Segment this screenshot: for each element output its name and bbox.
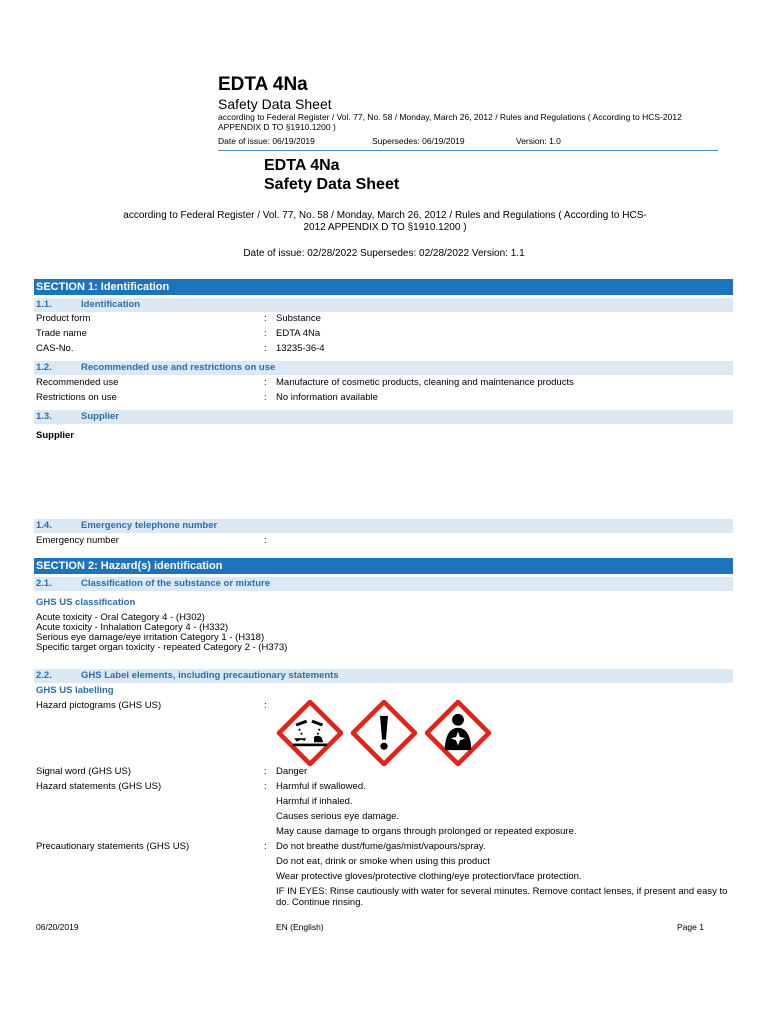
hazard-statement: Harmful if inhaled. bbox=[276, 796, 353, 807]
field-label: Trade name bbox=[36, 328, 87, 339]
document-title-line1: EDTA 4Na bbox=[264, 157, 340, 174]
header-title: EDTA 4Na bbox=[218, 74, 308, 95]
header-divider bbox=[218, 150, 718, 151]
classification-item: Specific target organ toxicity - repeated Category 2 - (H373) bbox=[36, 642, 288, 653]
subsection-number: 1.4. bbox=[36, 520, 52, 531]
field-separator: : bbox=[264, 392, 267, 403]
classification-list bbox=[36, 613, 287, 653]
header-version: Version: 1.0 bbox=[516, 136, 561, 146]
hazard-statement-list bbox=[276, 781, 731, 841]
subsection-number: 1.2. bbox=[36, 362, 52, 373]
field-value: Substance bbox=[276, 313, 321, 324]
document-regulation-line1: according to Federal Register / Vol. 77, No. 58 / Monday, March 26, 2012 / Rules and Regulations ( According to HCS- bbox=[123, 210, 647, 221]
subsection-number: 1.3. bbox=[36, 411, 52, 422]
subsection-number: 2.2. bbox=[36, 670, 52, 681]
health-hazard-icon bbox=[425, 700, 491, 766]
subsection-2-1-header bbox=[34, 577, 733, 591]
classification-item: Serious eye damage/eye irritation Category 1 - (H318) bbox=[36, 632, 265, 643]
precautionary-statement-list bbox=[276, 841, 731, 908]
section-1-header: SECTION 1: Identification bbox=[34, 279, 733, 295]
subsection-1-3-header bbox=[34, 410, 733, 424]
precautionary-statement: Do not eat, drink or smoke when using this product bbox=[276, 856, 490, 867]
ghs-labelling-heading: GHS US labelling bbox=[36, 685, 114, 696]
field-separator: : bbox=[264, 328, 267, 339]
footer-date: 06/20/2019 bbox=[36, 922, 79, 932]
corrosion-icon bbox=[277, 700, 343, 766]
field-label: Signal word (GHS US) bbox=[36, 766, 132, 777]
signal-word: Danger bbox=[276, 766, 308, 777]
hazard-statement: Causes serious eye damage. bbox=[276, 811, 400, 822]
field-label: Hazard statements (GHS US) bbox=[36, 781, 162, 792]
subsection-title: Classification of the substance or mixture bbox=[81, 578, 270, 589]
document-title bbox=[264, 156, 399, 194]
classification-item: Acute toxicity - Oral Category 4 - (H302) bbox=[36, 612, 205, 623]
subsection-1-2-header bbox=[34, 361, 733, 375]
field-label: Hazard pictograms (GHS US) bbox=[36, 700, 162, 711]
field-separator: : bbox=[264, 313, 267, 324]
field-separator: : bbox=[264, 535, 267, 546]
subsection-2-2-header bbox=[34, 669, 733, 683]
subsection-number: 2.1. bbox=[36, 578, 52, 589]
subsection-title: GHS Label elements, including precautionary statements bbox=[81, 670, 339, 681]
header-supersedes: Supersedes: 06/19/2019 bbox=[372, 136, 465, 146]
field-label: CAS-No. bbox=[36, 343, 74, 354]
hazard-statement: May cause damage to organs through prolonged or repeated exposure. bbox=[276, 826, 577, 837]
field-label: Product form bbox=[36, 313, 91, 324]
field-value: EDTA 4Na bbox=[276, 328, 321, 339]
header-regulation: according to Federal Register / Vol. 77, No. 58 / Monday, March 26, 2012 / Rules and Regulations ( According to HCS-2012 APPENDIX D TO §1910.1200 ) bbox=[218, 112, 682, 132]
header-subtitle: Safety Data Sheet bbox=[218, 96, 332, 112]
subsection-1-4-header bbox=[34, 519, 733, 533]
field-label: Emergency number bbox=[36, 535, 119, 546]
field-label: Precautionary statements (GHS US) bbox=[36, 841, 190, 852]
footer-page-number: Page 1 bbox=[677, 922, 704, 932]
supplier-label: Supplier bbox=[36, 430, 75, 441]
hazard-statement: Harmful if swallowed. bbox=[276, 781, 366, 792]
subsection-title: Emergency telephone number bbox=[81, 520, 218, 531]
field-separator: : bbox=[264, 766, 267, 777]
precautionary-statement: Do not breathe dust/fume/gas/mist/vapours/spray. bbox=[276, 841, 486, 852]
subsection-number: 1.1. bbox=[36, 299, 52, 310]
field-separator: : bbox=[264, 377, 267, 388]
classification-item: Acute toxicity - Inhalation Category 4 - (H332) bbox=[36, 622, 229, 633]
document-regulation-line2: 2012 APPENDIX D TO §1910.1200 ) bbox=[303, 222, 467, 233]
document-issue-line: Date of issue: 02/28/2022 Supersedes: 02/28/2022 Version: 1.1 bbox=[243, 248, 525, 259]
document-title-line2: Safety Data Sheet bbox=[264, 176, 400, 193]
exclamation-mark-icon bbox=[351, 700, 417, 766]
field-value: Manufacture of cosmetic products, cleaning and maintenance products bbox=[276, 377, 574, 388]
ghs-classification-heading: GHS US classification bbox=[36, 597, 136, 608]
header-date-of-issue: Date of issue: 06/19/2019 bbox=[218, 136, 315, 146]
subsection-title: Identification bbox=[81, 299, 141, 310]
footer-language: EN (English) bbox=[276, 922, 324, 932]
field-label: Recommended use bbox=[36, 377, 119, 388]
subsection-1-1-header bbox=[34, 298, 733, 312]
field-separator: : bbox=[264, 781, 267, 792]
field-separator: : bbox=[264, 343, 267, 354]
field-separator: : bbox=[264, 700, 267, 711]
document-regulation bbox=[100, 210, 670, 234]
field-label: Restrictions on use bbox=[36, 392, 117, 403]
field-value: No information available bbox=[276, 392, 378, 403]
precautionary-statement: Wear protective gloves/protective clothing/eye protection/face protection. bbox=[276, 871, 582, 882]
precautionary-statement: IF IN EYES: Rinse cautiously with water for several minutes. Remove contact lenses, if present and easy to do. Continue rinsing. bbox=[276, 886, 728, 908]
section-2-header: SECTION 2: Hazard(s) identification bbox=[34, 558, 733, 574]
subsection-title: Supplier bbox=[81, 411, 120, 422]
subsection-title: Recommended use and restrictions on use bbox=[81, 362, 276, 373]
field-value: 13235-36-4 bbox=[276, 343, 325, 354]
field-separator: : bbox=[264, 841, 267, 852]
